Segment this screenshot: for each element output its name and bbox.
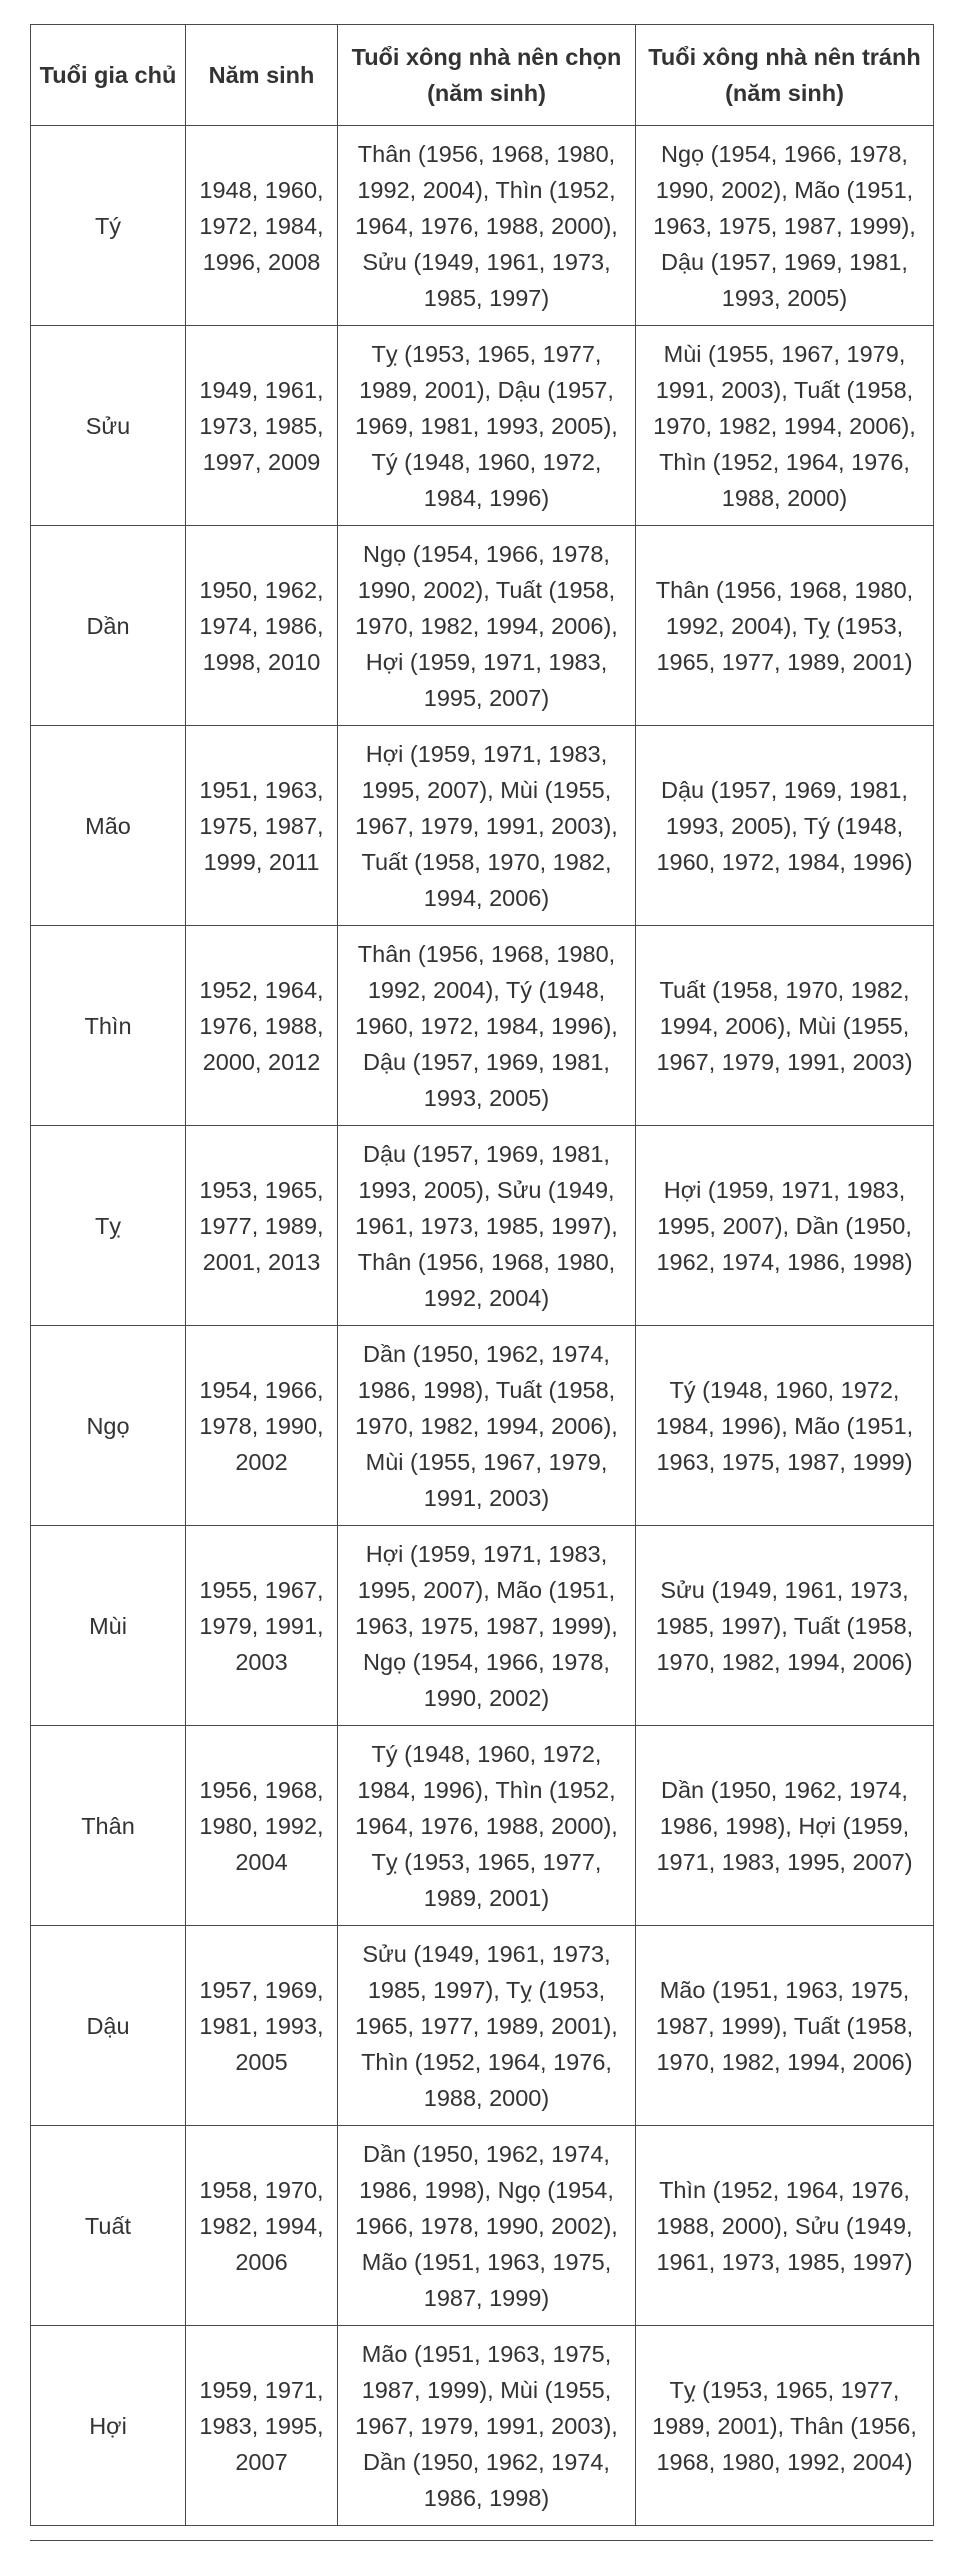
cell-nam-sinh: 1955, 1967, 1979, 1991, 2003: [186, 1526, 338, 1726]
cell-tuoi: Hợi: [31, 2326, 186, 2526]
header-nen-chon: Tuổi xông nhà nên chọn (năm sinh): [338, 25, 636, 126]
cell-nam-sinh: 1952, 1964, 1976, 1988, 2000, 2012: [186, 926, 338, 1126]
header-tuoi-gia-chu: Tuổi gia chủ: [31, 25, 186, 126]
cell-nam-sinh: 1949, 1961, 1973, 1985, 1997, 2009: [186, 326, 338, 526]
cell-tuoi: Thân: [31, 1726, 186, 1926]
cell-nen-chon: Mão (1951, 1963, 1975, 1987, 1999), Mùi (1955, 1967, 1979, 1991, 2003), Dần (1950, 1962, 1974, 1986, 1998): [338, 2326, 636, 2526]
cell-tuoi: Tỵ: [31, 1126, 186, 1326]
cell-tuoi: Mùi: [31, 1526, 186, 1726]
cell-nam-sinh: 1959, 1971, 1983, 1995, 2007: [186, 2326, 338, 2526]
bottom-divider: [30, 2540, 933, 2561]
header-nam-sinh: Năm sinh: [186, 25, 338, 126]
table-row: [31, 1326, 934, 1526]
cell-tuoi: Dậu: [31, 1926, 186, 2126]
cell-nen-tranh: Sửu (1949, 1961, 1973, 1985, 1997), Tuất (1958, 1970, 1982, 1994, 2006): [636, 1526, 934, 1726]
cell-tuoi: Dần: [31, 526, 186, 726]
cell-tuoi: Mão: [31, 726, 186, 926]
cell-nam-sinh: 1951, 1963, 1975, 1987, 1999, 2011: [186, 726, 338, 926]
cell-tuoi: Tý: [31, 126, 186, 326]
cell-nen-chon: Dần (1950, 1962, 1974, 1986, 1998), Ngọ (1954, 1966, 1978, 1990, 2002), Mão (1951, 1963, 1975, 1987, 1999): [338, 2126, 636, 2326]
table-row: [31, 326, 934, 526]
cell-nen-tranh: Hợi (1959, 1971, 1983, 1995, 2007), Dần (1950, 1962, 1974, 1986, 1998): [636, 1126, 934, 1326]
cell-nen-chon: Ngọ (1954, 1966, 1978, 1990, 2002), Tuất (1958, 1970, 1982, 1994, 2006), Hợi (1959, 1971, 1983, 1995, 2007): [338, 526, 636, 726]
cell-nam-sinh: 1950, 1962, 1974, 1986, 1998, 2010: [186, 526, 338, 726]
header-nen-tranh: Tuổi xông nhà nên tránh (năm sinh): [636, 25, 934, 126]
cell-nen-tranh: Thân (1956, 1968, 1980, 1992, 2004), Tỵ (1953, 1965, 1977, 1989, 2001): [636, 526, 934, 726]
cell-nam-sinh: 1957, 1969, 1981, 1993, 2005: [186, 1926, 338, 2126]
table-row: [31, 1526, 934, 1726]
cell-nen-chon: Dần (1950, 1962, 1974, 1986, 1998), Tuất (1958, 1970, 1982, 1994, 2006), Mùi (1955, 1967, 1979, 1991, 2003): [338, 1326, 636, 1526]
cell-nen-chon: Thân (1956, 1968, 1980, 1992, 2004), Thìn (1952, 1964, 1976, 1988, 2000), Sửu (1949, 1961, 1973, 1985, 1997): [338, 126, 636, 326]
cell-nam-sinh: 1958, 1970, 1982, 1994, 2006: [186, 2126, 338, 2326]
cell-nam-sinh: 1956, 1968, 1980, 1992, 2004: [186, 1726, 338, 1926]
cell-nen-tranh: Tý (1948, 1960, 1972, 1984, 1996), Mão (1951, 1963, 1975, 1987, 1999): [636, 1326, 934, 1526]
cell-nen-chon: Tý (1948, 1960, 1972, 1984, 1996), Thìn (1952, 1964, 1976, 1988, 2000), Tỵ (1953, 1965, 1977, 1989, 2001): [338, 1726, 636, 1926]
cell-nen-tranh: Ngọ (1954, 1966, 1978, 1990, 2002), Mão (1951, 1963, 1975, 1987, 1999), Dậu (1957, 1969, 1981, 1993, 2005): [636, 126, 934, 326]
cell-nam-sinh: 1953, 1965, 1977, 1989, 2001, 2013: [186, 1126, 338, 1326]
table-header: [31, 25, 934, 126]
table-row: [31, 1926, 934, 2126]
cell-nen-tranh: Mão (1951, 1963, 1975, 1987, 1999), Tuất (1958, 1970, 1982, 1994, 2006): [636, 1926, 934, 2126]
cell-nen-chon: Sửu (1949, 1961, 1973, 1985, 1997), Tỵ (1953, 1965, 1977, 1989, 2001), Thìn (1952, 1964, 1976, 1988, 2000): [338, 1926, 636, 2126]
table-row: [31, 926, 934, 1126]
xong-nha-table: [30, 24, 934, 2526]
cell-tuoi: Tuất: [31, 2126, 186, 2326]
table-row: [31, 126, 934, 326]
cell-nen-chon: Thân (1956, 1968, 1980, 1992, 2004), Tý (1948, 1960, 1972, 1984, 1996), Dậu (1957, 1969, 1981, 1993, 2005): [338, 926, 636, 1126]
table-row: [31, 1726, 934, 1926]
cell-nen-tranh: Tỵ (1953, 1965, 1977, 1989, 2001), Thân (1956, 1968, 1980, 1992, 2004): [636, 2326, 934, 2526]
cell-nen-tranh: Dần (1950, 1962, 1974, 1986, 1998), Hợi (1959, 1971, 1983, 1995, 2007): [636, 1726, 934, 1926]
cell-nam-sinh: 1954, 1966, 1978, 1990, 2002: [186, 1326, 338, 1526]
cell-nen-chon: Hợi (1959, 1971, 1983, 1995, 2007), Mùi (1955, 1967, 1979, 1991, 2003), Tuất (1958, 1970, 1982, 1994, 2006): [338, 726, 636, 926]
table-row: [31, 2326, 934, 2526]
cell-nen-chon: Tỵ (1953, 1965, 1977, 1989, 2001), Dậu (1957, 1969, 1981, 1993, 2005), Tý (1948, 1960, 1972, 1984, 1996): [338, 326, 636, 526]
cell-tuoi: Ngọ: [31, 1326, 186, 1526]
cell-tuoi: Sửu: [31, 326, 186, 526]
cell-nam-sinh: 1948, 1960, 1972, 1984, 1996, 2008: [186, 126, 338, 326]
table-body: [31, 126, 934, 2526]
cell-nen-chon: Hợi (1959, 1971, 1983, 1995, 2007), Mão (1951, 1963, 1975, 1987, 1999), Ngọ (1954, 1966, 1978, 1990, 2002): [338, 1526, 636, 1726]
cell-tuoi: Thìn: [31, 926, 186, 1126]
cell-nen-chon: Dậu (1957, 1969, 1981, 1993, 2005), Sửu (1949, 1961, 1973, 1985, 1997), Thân (1956, 1968, 1980, 1992, 2004): [338, 1126, 636, 1326]
table-row: [31, 2126, 934, 2326]
header-row: [31, 25, 934, 126]
cell-nen-tranh: Mùi (1955, 1967, 1979, 1991, 2003), Tuất (1958, 1970, 1982, 1994, 2006), Thìn (1952, 1964, 1976, 1988, 2000): [636, 326, 934, 526]
cell-nen-tranh: Thìn (1952, 1964, 1976, 1988, 2000), Sửu (1949, 1961, 1973, 1985, 1997): [636, 2126, 934, 2326]
table-row: [31, 1126, 934, 1326]
table-row: [31, 726, 934, 926]
cell-nen-tranh: Dậu (1957, 1969, 1981, 1993, 2005), Tý (1948, 1960, 1972, 1984, 1996): [636, 726, 934, 926]
table-row: [31, 526, 934, 726]
xong-nha-table-container: [30, 24, 933, 2526]
cell-nen-tranh: Tuất (1958, 1970, 1982, 1994, 2006), Mùi (1955, 1967, 1979, 1991, 2003): [636, 926, 934, 1126]
